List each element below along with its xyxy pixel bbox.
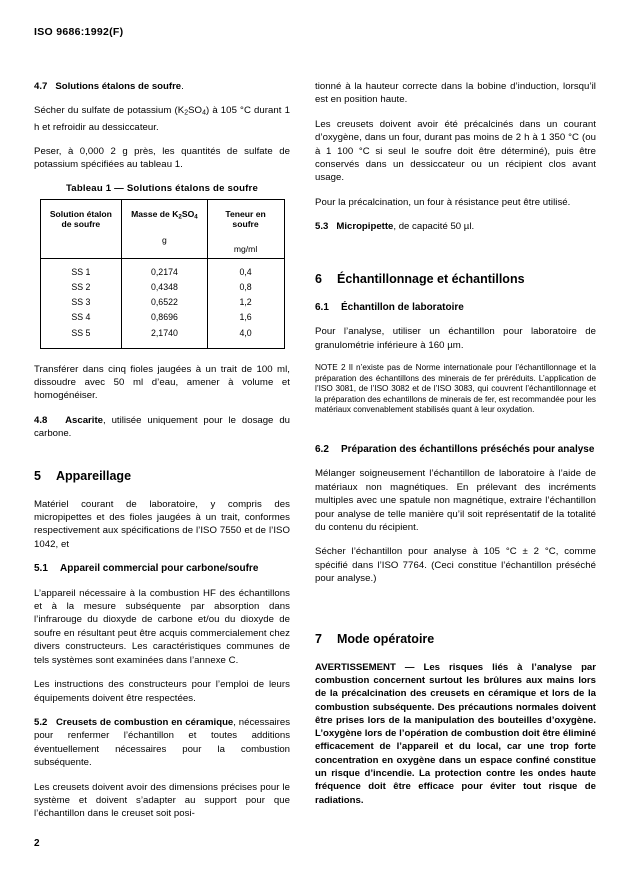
cell-masse: 0,4348 [122,279,207,294]
clause-5-1-para-1: L’appareil nécessaire à la combustion HF des échantillons et à la mesure subséquente par absorption dans l’infrarouge du dioxyde de carbone et/ou du dioxyde de soufre en résultant peut être acquis commercialement chez divers constructeurs. Les caractéristiques communes de tels systèmes sont examinées dans l’annexe C. [34,587,290,666]
clause-5-1-number: 5.1 [34,563,48,575]
document-header: ISO 9686:1992(F) [34,26,124,38]
clause-4-8-number: 4.8 [34,414,48,426]
table-row [40,279,284,294]
clause-5-2-number: 5.2 [34,716,48,728]
cell-masse: 0,2174 [122,258,207,279]
clause-7-title: Mode opératoire [337,631,435,646]
cell-masse: 0,6522 [122,295,207,310]
clause-4-7-heading [34,80,290,93]
right-para-3: Pour la précalcination, un four à résistance peut être utilisé. [315,196,571,208]
clause-7-heading [315,631,596,647]
cell-solution: SS 5 [71,327,91,338]
spacer [315,245,596,271]
clause-4-7-number: 4.7 [34,81,48,92]
spacer [315,427,596,443]
table-header-unit-masse: g [162,235,167,246]
cell-solution: SS 4 [71,312,91,323]
clause-6-2-para-1: Mélanger soigneusement l’échantillon de laboratoire à l’aide de matériaux non magnétiques. En prélevant des incréments multiples avec une spatule non magnétique, extraire l’échantillon pour analyse de telle manière qu’il soit représentatif de la totalité du contenu du récipient. [315,468,596,534]
para-after-table: Transférer dans cinq fioles jaugées à un trait de 100 ml, dissoudre avec 50 ml d’eau, amener à volume et homogénéiser. [34,363,290,402]
cell-teneur: 0,8 [207,279,284,294]
clause-6-title: Échantillonnage et échantillons [337,271,525,286]
clause-6-1-number: 6.1 [315,301,329,313]
cell-solution: SS 1 [71,266,91,277]
note-2: NOTE 2 Il n’existe pas de Norme internationale pour l’échantillonnage et la préparation des échantillons des minerais de fer préréduits. L’application de l’ISO 3081, de l’ISO 3082 et de l’ISO 3083, qui couvrent l’échantillonnage et la préparation des echantillons de minerais de fer, est recommandée pour les matériaux convenablement stabilisés quant à leur oxydation. [315,362,596,415]
clause-5-3-text: , de capacité 50 µl. [393,221,475,233]
clause-4-7-para-1: Sécher du sulfate de potassium $(K_2SO_4)$ à 105 °C durant 1 h et refroidir au dessiccateur. [34,105,290,133]
right-column [310,80,620,832]
page-number: 2 [34,838,40,849]
cell-teneur: 1,2 [207,295,284,310]
table-header-cell-teneur: Teneur en soufre mg/ml [207,199,284,258]
clause-4-7-title: Solutions étalons de soufre [55,81,182,92]
clause-5-number: 5 [34,468,41,483]
clause-7-number: 7 [315,631,322,646]
clause-5-2-para-2: Les creusets doivent avoir des dimensions précises pour le système et doivent s’adapter au support pour que l’échantillon dans le creuset soit posi- [34,781,290,820]
clause-4-8-lead: Ascarite [65,414,103,426]
clause-5-3 [315,220,596,233]
clause-6-2-heading [315,443,596,457]
table-header-row [40,199,284,258]
spacer [34,452,290,468]
table-1-caption: Tableau 1 — Solutions étalons de soufre [65,182,259,194]
table-header-cell-solution: Solution étalon de soufre [40,199,122,258]
clause-4-7-para-2: Peser, à 0,000 2 g près, les quantités de sulfate de potassium spécifiées au tableau 1. [34,145,290,171]
clause-5-3-lead: Micropipette [336,221,394,233]
cell-solution: SS 2 [71,281,91,292]
clause-5-3-number: 5.3 [315,221,329,233]
clause-6-2-title: Préparation des échantillons préséchés pour analyse [341,443,595,455]
table-1-head [40,199,284,258]
clause-5-1-para-2: Les instructions des constructeurs pour l’emploi de leurs équipements doivent être respectées. [34,679,290,704]
clause-6-2-para-2: Sécher l’échantillon pour analyse à 105 °C ± 2 °C, comme spécifié dans l’ISO 7764. (Ceci constitue l’échantillon préséché pour analyse.) [315,546,596,585]
right-para-2: Les creusets doivent avoir été précalcinés dans un courant d’oxygène, dans un four, durant pas moins de 2 h à 1 350 °C (ou à 1 100 °C si seul le soufre doit être déterminé), puis être conservés dans un dessiccateur ou un récipient clos avant usage. [315,118,596,184]
table-row [40,310,284,325]
spacer [315,597,596,631]
clause-5-2 [34,716,290,770]
clause-4-8-text: , utilisée uniquement pour le dosage du carbone. [34,414,290,440]
clause-5-heading [34,468,290,484]
clause-5-title: Appareillage [56,468,132,483]
cell-masse: 2,1740 [122,325,207,348]
clause-6-2-number: 6.2 [315,443,329,455]
left-column [0,80,310,832]
clause-4-7-title-suffix: . [181,81,184,92]
cell-solution: SS 3 [71,297,91,308]
cell-masse: 0,8696 [122,310,207,325]
clause-6-1-title: Échantillon de laboratoire [341,301,464,313]
clause-6-1-heading [315,301,596,315]
table-row [40,295,284,310]
cell-teneur: 4,0 [207,325,284,348]
table-header-cell-masse: Masse de $K_2SO_4$ g [122,199,207,258]
table-row [40,258,284,279]
table-header-unit-teneur: mg/ml [233,243,258,254]
clause-5-1-heading [34,562,290,576]
two-column-body [0,80,620,832]
table-1-block [34,183,290,349]
clause-5-2-text: , nécessaires pour renfermer l’échantillon et toutes additions éventuellement nécessaires pour la combustion subséquente. [34,716,290,769]
table-1 [40,199,285,349]
clause-6-heading [315,271,596,287]
cell-teneur: 0,4 [207,258,284,279]
clause-5-para-1: Matériel courant de laboratoire, y compris des micropipettes et des fioles jaugées à un trait, conformes respectivement aux spécifications de l’ISO 7550 et de l’ISO 1042, et [34,498,290,550]
clause-6-1-para-1: Pour l’analyse, utiliser un échantillon pour laboratoire de granulométrie inférieure à 160 µm. [315,326,596,351]
clause-5-1-title: Appareil commercial pour carbone/soufre [60,563,259,575]
continuation-para: tionné à la hauteur correcte dans la bobine d’induction, lorsqu’il est en position haute. [315,81,596,106]
cell-teneur: 1,6 [207,310,284,325]
table-1-body [40,258,284,348]
warning-paragraph: AVERTISSEMENT — Les risques liés à l’analyse par combustion concernent surtout les brûlures aux mains lors de la précalcination des creusets en céramique et lors de la combustion subséquente. Des précautions normales doivent être prises lors de la manipulation des bouteilles d’oxygène. L’oxygène lors de l’opération de combustion doit être éliminé efficacement de l’appareil et du local, car une trop forte concentration en oxygène dans un espace confiné constitue un risque d’incendie. La protection contre les ondes haute fréquence doit être efficace pour éviter tout risque de radiations. [315,661,596,806]
clause-5-2-lead: Creusets de combustion en céramique [55,716,234,728]
clause-4-8 [34,414,290,441]
clause-6-number: 6 [315,271,322,286]
table-row [40,325,284,348]
